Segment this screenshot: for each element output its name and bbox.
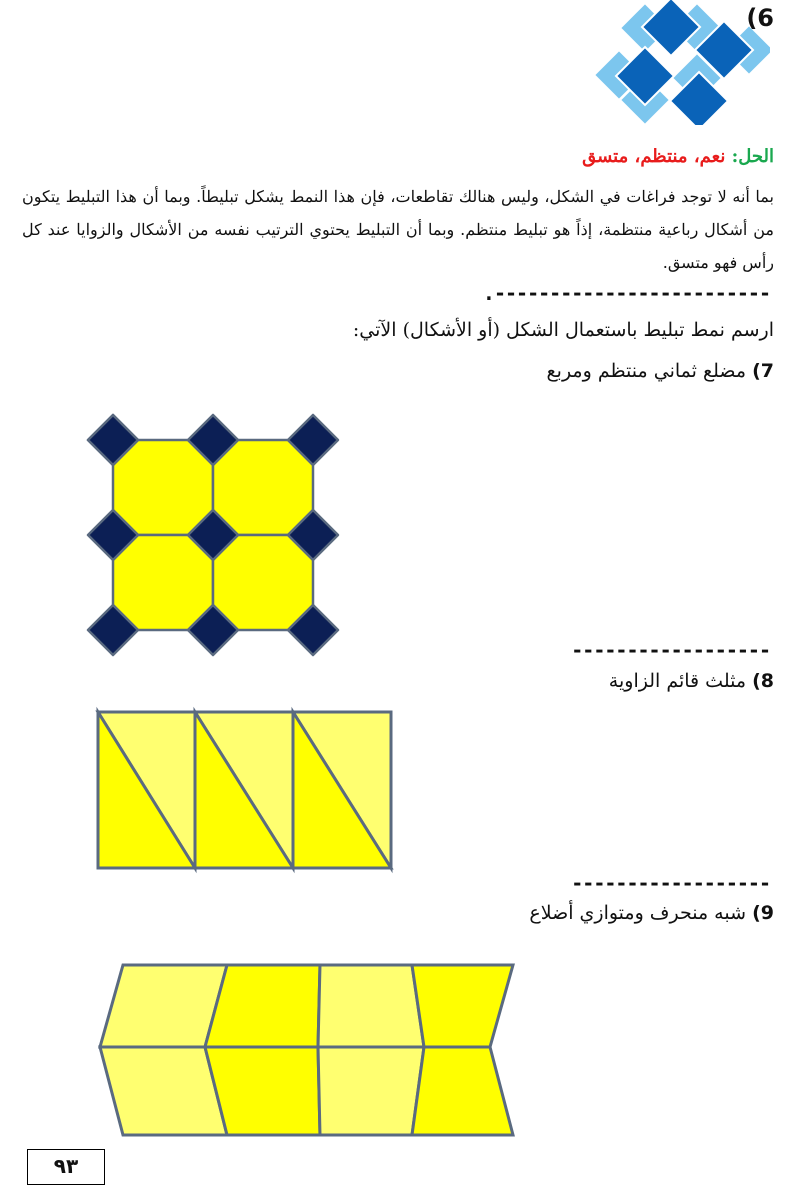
trapezoid-parallelogram-tiling-figure [90,955,520,1145]
trapezoid-tile [205,1047,320,1135]
solution-explanation: بما أنه لا توجد فراغات في الشكل، وليس هنالك تقاطعات، فإن هذا النمط يشكل تبليطاً. وبما أن هذا التبليط يتكون من أشكال رباعية منتظمة، إذاً هو تبليط منتظم. وبما أن التبليط يحتوي الترتيب نفسه من الأشكال والزوايا عند كل رأس فهو متسق. [22,187,775,272]
octagon-tile [113,535,213,630]
exercise-9-text: شبه منحرف ومتوازي أضلاع [529,902,747,924]
solution-line [582,146,774,167]
exercise-8-text: مثلث قائم الزاوية [608,670,747,692]
exercise-8-number: 8) [752,670,774,692]
exercise-9 [529,902,774,924]
exercise-9-number: 9) [752,902,774,924]
parallelogram-tile [412,965,513,1047]
octagon-tile [113,440,213,535]
instruction-heading: ارسم نمط تبليط باستعمال الشكل (أو الأشكال) الآتي: [352,319,774,341]
page-number: ٩٣ [27,1149,105,1185]
octagon-tile [213,440,313,535]
exercise-6-number: (6 [746,4,774,32]
separator-line: ------------------ [571,638,770,662]
separator-line: ------------------ [571,871,770,895]
trapezoid-tile [318,965,424,1047]
exercise-7-text: مضلع ثماني منتظم ومربع [546,360,747,382]
parallelogram-tile [412,1047,513,1135]
trapezoid-tile [318,1047,424,1135]
solution-label: الحل: [731,146,774,167]
exercise-7 [547,360,774,382]
exercise-7-number: 7) [752,360,774,382]
diamond-tiling-figure [590,0,770,125]
right-triangle-tiling-figure [90,705,400,875]
exercise-8 [609,670,774,692]
octagon-tile [213,535,313,630]
separator-line: .------------------------- [482,281,770,305]
solution-answer: نعم، منتظم، متسق [582,146,726,167]
trapezoid-tile [205,965,320,1047]
octagon-square-tiling-figure [80,390,350,665]
